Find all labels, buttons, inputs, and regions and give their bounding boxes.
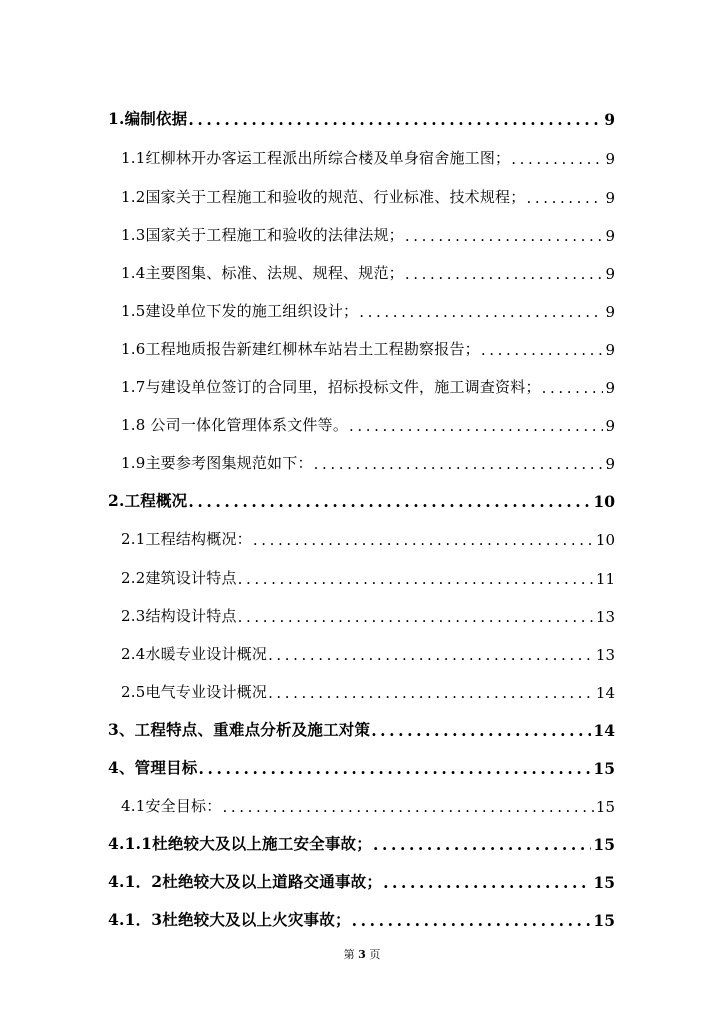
toc-entry[interactable] xyxy=(108,868,615,892)
toc-leader-dots xyxy=(253,531,594,549)
toc-entry-page: 9 xyxy=(605,341,615,359)
toc-entry-title: 4.1．2杜绝较大及以上道路交通事故； xyxy=(108,872,383,891)
toc-entry-page: 14 xyxy=(595,684,615,702)
toc-entry-page: 13 xyxy=(595,646,615,664)
toc-entry[interactable] xyxy=(108,105,615,129)
toc-entry[interactable] xyxy=(108,754,615,778)
toc-leader-dots xyxy=(352,911,592,930)
toc-leader-dots xyxy=(481,341,604,359)
toc-leader-dots xyxy=(238,608,594,626)
toc-entry-page: 14 xyxy=(593,721,615,740)
toc-entry-page: 10 xyxy=(593,492,615,511)
toc-entry-page: 15 xyxy=(593,873,615,892)
toc-entry[interactable] xyxy=(121,221,615,245)
toc-entry-title: 1.4主要图集、标准、法规、规程、规范； xyxy=(121,264,404,282)
toc-entry-title: 3、工程特点、重难点分析及施工对策 xyxy=(108,720,371,739)
toc-leader-dots xyxy=(188,492,591,511)
toc-entry-title: 1.编制依据 xyxy=(108,109,188,128)
toc-entry[interactable] xyxy=(121,602,615,626)
toc-leader-dots xyxy=(199,759,592,778)
toc-entry[interactable] xyxy=(108,487,615,511)
toc-entry-title: 1.2国家关于工程施工和验收的规范、行业标准、技术规程； xyxy=(121,188,526,206)
toc-entry-page: 9 xyxy=(605,379,615,397)
toc-entry-title: 4.1安全目标： xyxy=(121,797,222,815)
toc-entry-title: 2.4水暖专业设计概况 xyxy=(121,645,268,663)
toc-leader-dots xyxy=(314,455,604,473)
toc-entry-title: 4、管理目标 xyxy=(108,758,198,777)
toc-entry-title: 4.1．3杜绝较大及以上火灾事故； xyxy=(108,910,351,929)
toc-entry-page: 15 xyxy=(593,835,615,854)
toc-leader-dots xyxy=(238,570,594,588)
toc-leader-dots xyxy=(511,150,603,168)
toc-entry-title: 2.工程概况 xyxy=(108,491,188,510)
toc-entry-page: 9 xyxy=(605,417,615,435)
toc-entry[interactable] xyxy=(121,678,615,702)
toc-leader-dots xyxy=(349,417,603,435)
toc-entry[interactable] xyxy=(121,525,615,549)
toc-entry[interactable] xyxy=(121,564,615,588)
toc-entry-title: 2.2建筑设计特点 xyxy=(121,569,237,587)
toc-leader-dots xyxy=(359,303,603,321)
toc-entry-page: 9 xyxy=(605,455,615,473)
toc-entry-title: 1.8 公司一体化管理体系文件等。 xyxy=(121,416,349,434)
toc-entry-title: 1.3国家关于工程施工和验收的法律法规； xyxy=(121,226,404,244)
toc-entry[interactable] xyxy=(121,335,615,359)
toc-entry[interactable] xyxy=(121,144,615,168)
toc-entry-title: 4.1.1杜绝较大及以上施工安全事故； xyxy=(108,834,372,853)
toc-leader-dots xyxy=(405,227,604,245)
toc-entry[interactable] xyxy=(108,906,615,930)
toc-entry[interactable] xyxy=(108,830,615,854)
page-footer xyxy=(0,946,724,962)
toc-leader-dots xyxy=(405,265,604,283)
toc-leader-dots xyxy=(222,798,593,816)
toc-entry-page: 15 xyxy=(595,798,615,816)
toc-entry[interactable] xyxy=(121,259,615,283)
footer-suffix: 页 xyxy=(369,948,381,961)
toc-leader-dots xyxy=(526,189,603,207)
toc-leader-dots xyxy=(383,873,591,892)
toc-entry-page: 15 xyxy=(593,911,615,930)
toc-entry-title: 2.1工程结构概况： xyxy=(121,530,252,548)
toc-leader-dots xyxy=(268,684,594,702)
toc-entry-title: 1.1红柳林开办客运工程派出所综合楼及单身宿舍施工图； xyxy=(121,149,511,167)
toc-entry-page: 9 xyxy=(605,227,615,245)
footer-prefix: 第 xyxy=(343,948,355,961)
toc-entry-title: 1.9主要参考图集规范如下： xyxy=(121,454,313,472)
toc-leader-dots xyxy=(371,721,591,740)
toc-entry-title: 1.6工程地质报告新建红柳林车站岩土工程勘察报告； xyxy=(121,340,480,358)
toc-entry[interactable] xyxy=(121,792,615,816)
toc-entry-title: 1.5建设单位下发的施工组织设计； xyxy=(121,302,359,320)
toc-entry[interactable] xyxy=(121,449,615,473)
toc-leader-dots xyxy=(542,379,604,397)
toc-entry-title: 1.7与建设单位签订的合同里，招标投标文件，施工调查资料； xyxy=(121,378,541,396)
toc-entry-page: 9 xyxy=(605,303,615,321)
toc-leader-dots xyxy=(373,835,591,854)
toc-entry-page: 9 xyxy=(605,265,615,283)
toc-entry-page: 9 xyxy=(604,110,615,129)
toc-entry-page: 13 xyxy=(595,608,615,626)
toc-entry-page: 9 xyxy=(605,150,615,168)
toc-entry-title: 2.3结构设计特点 xyxy=(121,607,237,625)
toc-entry-page: 9 xyxy=(605,189,615,207)
toc-entry-page: 11 xyxy=(595,570,615,588)
toc-entry[interactable] xyxy=(121,297,615,321)
toc-entry-page: 15 xyxy=(593,759,615,778)
toc-entry[interactable] xyxy=(121,640,615,664)
toc-leader-dots xyxy=(268,646,594,664)
toc-entry[interactable] xyxy=(108,716,615,740)
toc-entry[interactable] xyxy=(121,373,615,397)
toc-entry[interactable] xyxy=(121,411,615,435)
toc-leader-dots xyxy=(188,110,602,129)
toc-entry-title: 2.5电气专业设计概况 xyxy=(121,683,268,701)
toc-entry-page: 10 xyxy=(595,531,615,549)
toc-entry[interactable] xyxy=(121,183,615,207)
footer-page-number: 3 xyxy=(358,948,366,961)
